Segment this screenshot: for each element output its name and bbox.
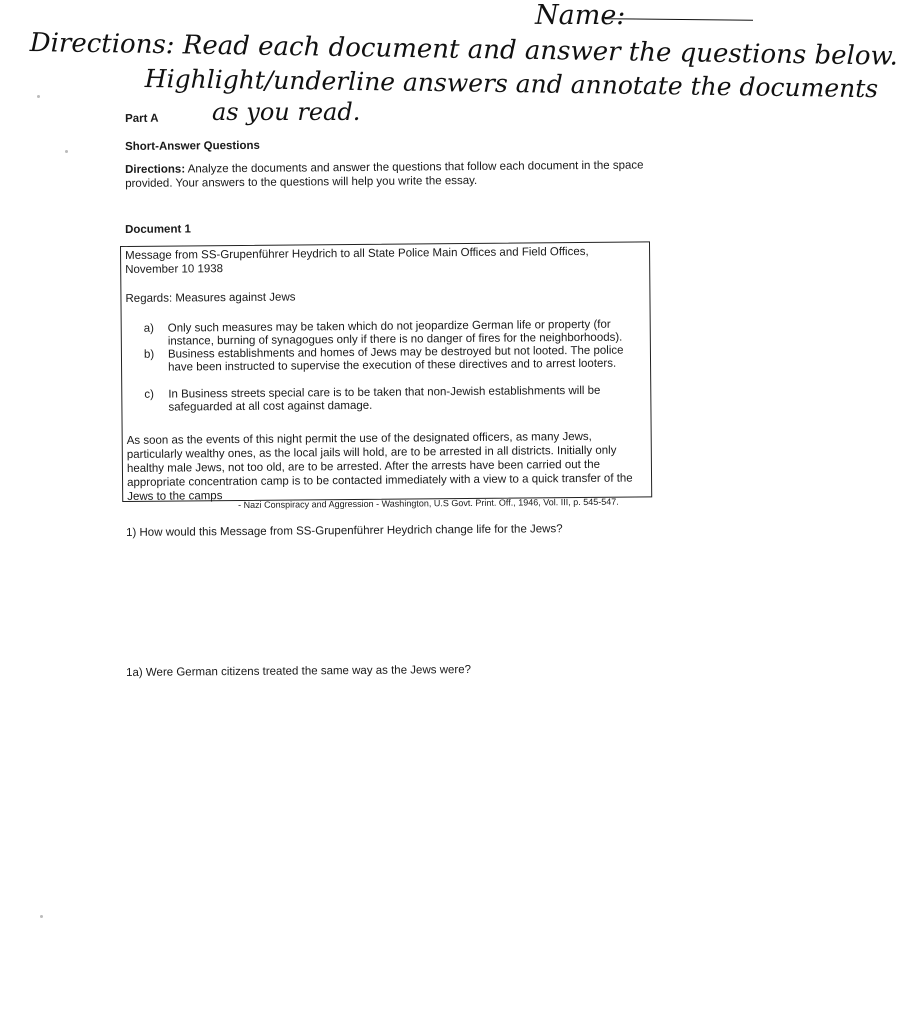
name-blank-line[interactable] bbox=[605, 18, 753, 21]
scan-speck bbox=[37, 95, 40, 98]
question-1a: 1a) Were German citizens treated the same way as the Jews were? bbox=[126, 663, 472, 679]
directions-text bbox=[125, 158, 645, 191]
directions-label: Directions: bbox=[125, 163, 186, 176]
document-box bbox=[120, 241, 652, 502]
part-heading: Part A bbox=[125, 112, 159, 125]
document-paragraph: As soon as the events of this night permit the use of the designated officers, as many Jews, particularly wealthy ones, as the local jails will hold, are to be arrested in all districts. Initially only healthy male Jews, not too old, are to be arrested. After the arrests have been carried out the appropriate concentration camp is to be contacted immediately with a view to a quick transfer of the Jews to the camps bbox=[126, 430, 633, 503]
section-title: Short-Answer Questions bbox=[125, 139, 260, 153]
measure-text: Only such measures may be taken which do not jeopardize German life or property (for instance, burning of synagogues only if there is no danger of fires for the neighborhoods). bbox=[167, 318, 623, 348]
handwritten-directions-line-3: as you read. bbox=[212, 98, 361, 126]
measure-letter: a) bbox=[143, 322, 155, 335]
document-title: Document 1 bbox=[125, 223, 191, 236]
scan-speck bbox=[65, 150, 68, 153]
document-citation: - Nazi Conspiracy and Aggression - Washington, U.S Govt. Print. Off., 1946, Vol. III, p. 545-547. bbox=[238, 496, 619, 510]
directions-body: Analyze the documents and answer the questions that follow each document in the space provided. Your answers to the questions will help you write the essay. bbox=[125, 159, 644, 190]
measure-text: Business establishments and homes of Jews may be destroyed but not looted. The police have been instructed to supervise the execution of these directives and to arrest looters. bbox=[167, 344, 624, 374]
document-header: Message from SS-Grupenführer Heydrich to all State Police Main Offices and Field Offices, November 10 1938 bbox=[125, 245, 589, 276]
measure-item bbox=[144, 384, 644, 414]
question-1: 1) How would this Message from SS-Grupenführer Heydrich change life for the Jews? bbox=[126, 523, 563, 539]
handwritten-directions-line-1: Directions: Read each document and answer the questions below. bbox=[29, 28, 898, 72]
measure-letter: b) bbox=[143, 348, 155, 361]
handwritten-directions-line-2: Highlight/underline answers and annotate the documents bbox=[144, 64, 879, 104]
measure-text: In Business streets special care is to be taken that non-Jewish establishments will be safeguarded at all cost against damage. bbox=[168, 384, 601, 414]
name-label: Name: bbox=[535, 0, 626, 31]
scan-speck bbox=[40, 915, 43, 918]
document-regards: Regards: Measures against Jews bbox=[125, 291, 296, 305]
measure-item bbox=[144, 344, 644, 374]
measure-letter: c) bbox=[144, 388, 154, 401]
